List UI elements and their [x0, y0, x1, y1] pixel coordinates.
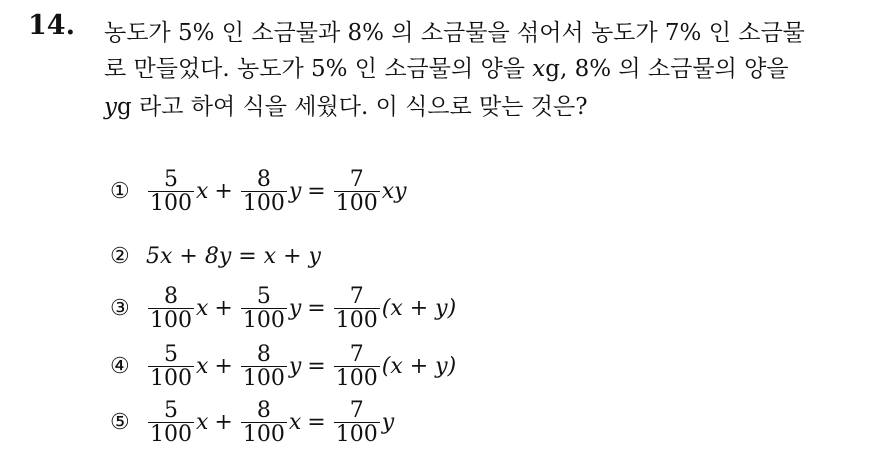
operator: + — [214, 296, 233, 322]
question-line-3-text: 라고 하여 식을 세웠다. 이 식으로 맞는 것은? — [139, 94, 588, 120]
variable: y — [288, 179, 302, 205]
rhs-expression: xy — [381, 179, 407, 205]
choice-4[interactable] — [110, 343, 456, 390]
operator: + — [214, 410, 233, 436]
choice-label: ① — [110, 179, 130, 205]
choice-1[interactable] — [110, 168, 407, 215]
choice-label: ⑤ — [110, 410, 130, 436]
choice-3[interactable] — [110, 285, 456, 332]
fraction: $\frac{8}{100}$ — [242, 167, 285, 217]
fraction: $\frac{5}{100}$ — [150, 398, 192, 448]
equals-sign: = — [307, 296, 326, 322]
question-line-3 — [104, 88, 588, 121]
question-line-2-text: 로 만들었다. 농도가 5% 인 소금물의 양을 — [104, 56, 533, 82]
rhs-expression: y — [381, 410, 395, 436]
fraction: $\frac{7}{100}$ — [335, 342, 378, 392]
operator: + — [214, 354, 233, 380]
var-y: y — [104, 94, 117, 120]
fraction: $\frac{8}{100}$ — [150, 284, 192, 334]
choice-label: ③ — [110, 296, 130, 322]
equals-sign: = — [307, 354, 326, 380]
variable: x — [196, 410, 209, 436]
question-line-1: 농도가 5% 인 소금물과 8% 의 소금물을 섞어서 농도가 7% 인 소금물 — [104, 20, 805, 46]
question-number: 14. — [28, 10, 75, 41]
variable: x — [196, 354, 209, 380]
fraction: $\frac{5}{100}$ — [150, 342, 192, 392]
choice-equation: 5x + 8y = x + y — [146, 244, 321, 269]
variable: y — [288, 296, 302, 322]
unit-g: g, — [545, 56, 568, 82]
var-x: x — [532, 56, 546, 82]
unit-g: g — [117, 94, 132, 120]
fraction: $\frac{5}{100}$ — [150, 167, 192, 217]
choice-5[interactable] — [110, 399, 394, 446]
variable: x — [196, 179, 209, 205]
rhs-expression: (x + y) — [381, 296, 457, 322]
equals-sign: = — [307, 410, 326, 436]
fraction: $\frac{8}{100}$ — [242, 342, 285, 392]
choice-label: ② — [110, 244, 130, 269]
operator: + — [214, 179, 233, 205]
question-line-2-tail: 8% 의 소금물의 양을 — [567, 56, 789, 82]
question-line-2 — [104, 50, 789, 83]
fraction: $\frac{7}{100}$ — [335, 167, 378, 217]
fraction: $\frac{8}{100}$ — [242, 398, 285, 448]
variable: x — [196, 296, 209, 322]
equals-sign: = — [307, 179, 326, 205]
fraction: $\frac{7}{100}$ — [335, 284, 378, 334]
fraction: $\frac{7}{100}$ — [335, 398, 378, 448]
variable: y — [288, 354, 302, 380]
fraction: $\frac{5}{100}$ — [242, 284, 285, 334]
choice-label: ④ — [110, 354, 130, 380]
choice-2[interactable] — [110, 244, 321, 269]
rhs-expression: (x + y) — [381, 354, 457, 380]
variable: x — [288, 410, 302, 436]
